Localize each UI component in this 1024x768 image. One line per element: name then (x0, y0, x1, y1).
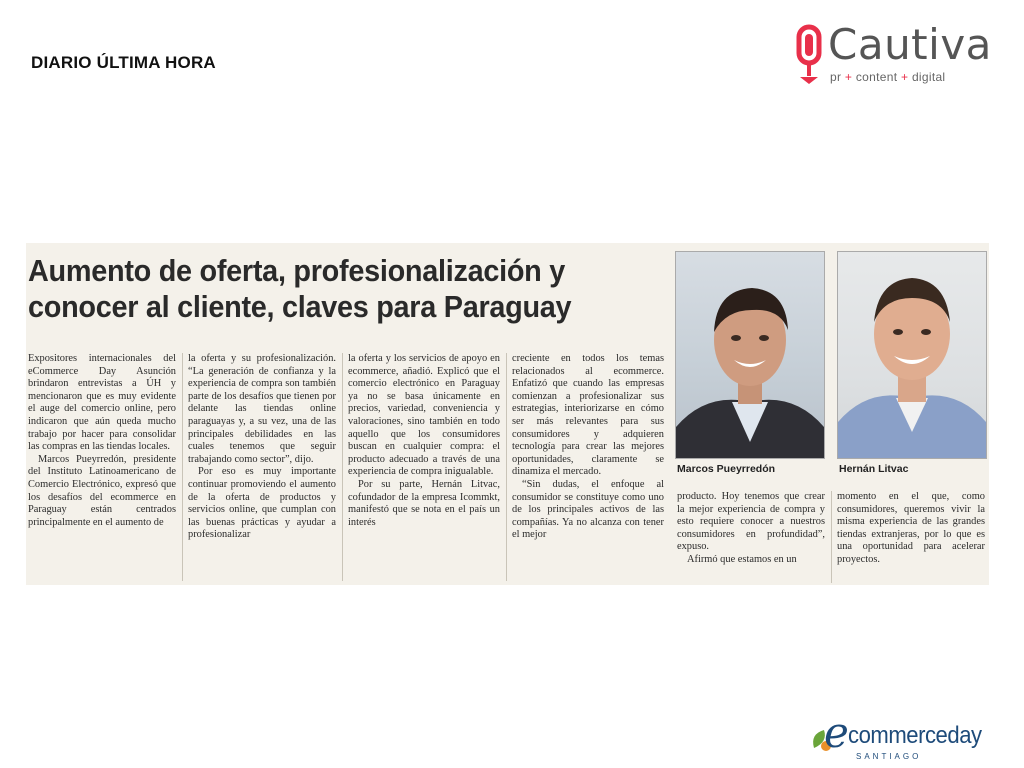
microphone-icon (792, 24, 826, 86)
caption-hernan: Hernán Litvac (839, 463, 909, 475)
ecommerceday-word: commerceday (848, 722, 982, 749)
newspaper-clipping (26, 243, 989, 585)
article-column-5: producto. Hoy tenemos que crear la mejor experiencia de compra y esto requiere conocer a nuestros consumidores en profundidad”, expuso. Afirmó que estamos en un (677, 491, 825, 565)
article-column-1: Expositores internacionales del eCommerce Day Asunción brindaron entrevistas a ÚH y mencionaron que es muy evidente el auge del comercio online, pero indicaron que aún queda mucho trabajo por hacer para consolidar las compras en las tiendas locales. Marcos Pueyrredón, presidente del Instituto Latinoamericano de Comercio Electrónico, expresó que los desafíos del ecommerce en Paraguay están centrados principalmente en el aumento de (28, 353, 176, 528)
cautiva-wordmark: Cautiva (828, 20, 992, 69)
article-column-4: creciente en todos los temas relacionados al ecommerce. Enfatizó que cuando las empresas comienzan a profesionalizar sus estrategias, interiorizarse en cómo ser más relevantes para sus consumidores y adquieren tecnología para crear las mejores oportunidades, claramente se dinamiza el mercado. “Sin dudas, el enfoque al consumidor se constituye como uno de los principales activos de las compañías. Ya no alcanza con tener el mejor (512, 353, 664, 541)
ecommerceday-city: SANTIAGO (856, 752, 922, 761)
article-column-3: la oferta y los servicios de apoyo en ecommerce, añadió. Explicó que el comercio electrónico en Paraguay ya no se basa únicamente en precios, variedad, conveniencia y valoraciones, sino también en todo aquello que los consumidores buscan en cualquier compra: el producto adecuado a través de una experiencia de compra inigualable. Por su parte, Hernán Litvac, cofundador de la empresa Icommkt, manifestó que se nota en el país un interés (348, 353, 500, 528)
portrait-hernan (838, 252, 986, 458)
article-column-6: momento en el que, como consumidores, queremos vivir la misma experiencia de las grandes tiendas extranjeras, por lo que es una oportunidad para acelerar proyectos. (837, 491, 985, 565)
article-column-2: la oferta y su profesionalización. “La generación de confianza y la experiencia de compra son también parte de los desafíos que tienen por delante las tiendas online paraguayas y, a su vez, una de las principales debilidades en las cuales tenemos que seguir trabajando como sector”, dijo. Por eso es muy importante continuar promoviendo el aumento de la oferta de productos y servicios online, que cumplan con las buenas prácticas y ayudar a profesionalizar (188, 353, 336, 541)
cautiva-tagline: pr + content + digital (830, 70, 946, 84)
source-label: DIARIO ÚLTIMA HORA (31, 53, 216, 72)
ecommerceday-e: e (824, 708, 849, 757)
portrait-marcos (676, 252, 824, 458)
photo-hernan-litvac (837, 251, 987, 459)
caption-marcos: Marcos Pueyrredón (677, 463, 776, 475)
article-headline: Aumento de oferta, profesionalización y conocer al cliente, claves para Paraguay (28, 253, 572, 324)
photo-marcos-pueyrredon (675, 251, 825, 459)
cautiva-logo (790, 20, 992, 92)
ecommerceday-logo (808, 708, 982, 766)
